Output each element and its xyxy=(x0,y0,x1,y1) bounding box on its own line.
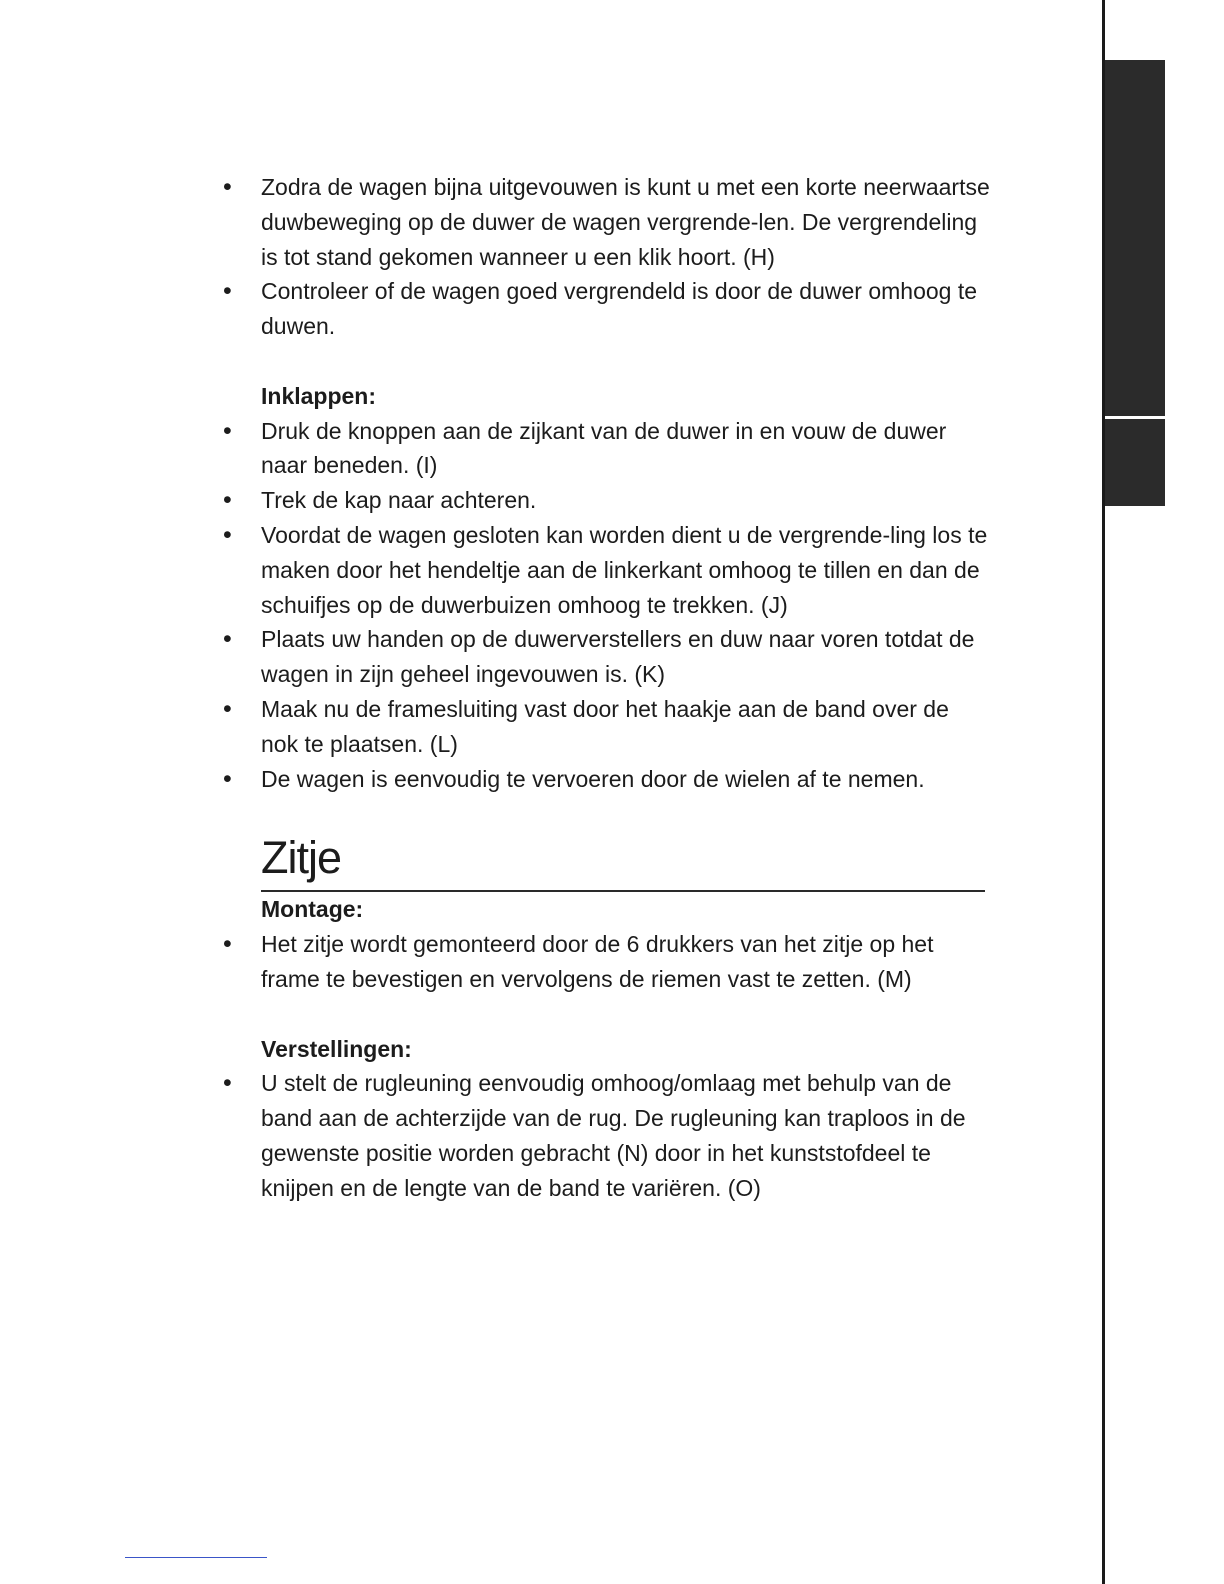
section-tab-active xyxy=(1105,60,1165,416)
page-content xyxy=(0,170,1000,1206)
list-item: • Trek de kap naar achteren. xyxy=(0,483,991,518)
verstellingen-list xyxy=(0,1066,1000,1205)
list-item: • Druk de knoppen aan de zijkant van de duwer in en vouw de duwer naar beneden. (I) xyxy=(0,414,991,484)
inklappen-heading: Inklappen: xyxy=(261,382,377,409)
list-item: • Het zitje wordt gemonteerd door de 6 drukkers van het zitje op het frame te bevestigen en vervolgens de riemen vast te zetten. (M) xyxy=(0,927,991,997)
verstellingen-heading: Verstellingen: xyxy=(261,1035,412,1062)
list-item: • Maak nu de framesluiting vast door het haakje aan de band over de nok te plaatsen. (L) xyxy=(0,692,991,762)
montage-heading: Montage: xyxy=(261,896,364,923)
section-title-zitje: Zitje xyxy=(261,830,985,892)
inklappen-list xyxy=(0,414,1000,797)
montage-list xyxy=(0,927,1000,997)
list-item: • Plaats uw handen op de duwerverstellers en duw naar voren totdat de wagen in zijn geheel ingevouwen is. (K) xyxy=(0,622,991,692)
list-item: • U stelt de rugleuning eenvoudig omhoog/omlaag met behulp van de band aan de achterzijde van de rug. De rugleuning kan traploos in de gewenste positie worden gebracht (N) door in het kunststofdeel te knijpen en de lengte van de band te variëren. (O) xyxy=(0,1066,991,1205)
list-item: • De wagen is eenvoudig te vervoeren door de wielen af te nemen. xyxy=(0,762,991,797)
spacer xyxy=(0,344,1000,379)
spacer xyxy=(0,997,1000,1032)
list-item: • Zodra de wagen bijna uitgevouwen is kunt u met een korte neerwaartse duwbeweging op de duwer de wagen vergrende-len. De vergrendeling is tot stand gekomen wanneer u een klik hoort. (H) xyxy=(0,170,991,274)
footnote-rule xyxy=(125,1557,267,1558)
unfold-list xyxy=(0,170,1000,344)
list-item: • Voordat de wagen gesloten kan worden dient u de vergrende-ling los te maken door het hendeltje aan de linkerkant omhoog te tillen en dan de schuifjes op de duwerbuizen omhoog te trekken. (J) xyxy=(0,518,991,622)
section-tab xyxy=(1105,419,1165,506)
list-item: • Controleer of de wagen goed vergrendeld is door de duwer omhoog te duwen. xyxy=(0,274,991,344)
